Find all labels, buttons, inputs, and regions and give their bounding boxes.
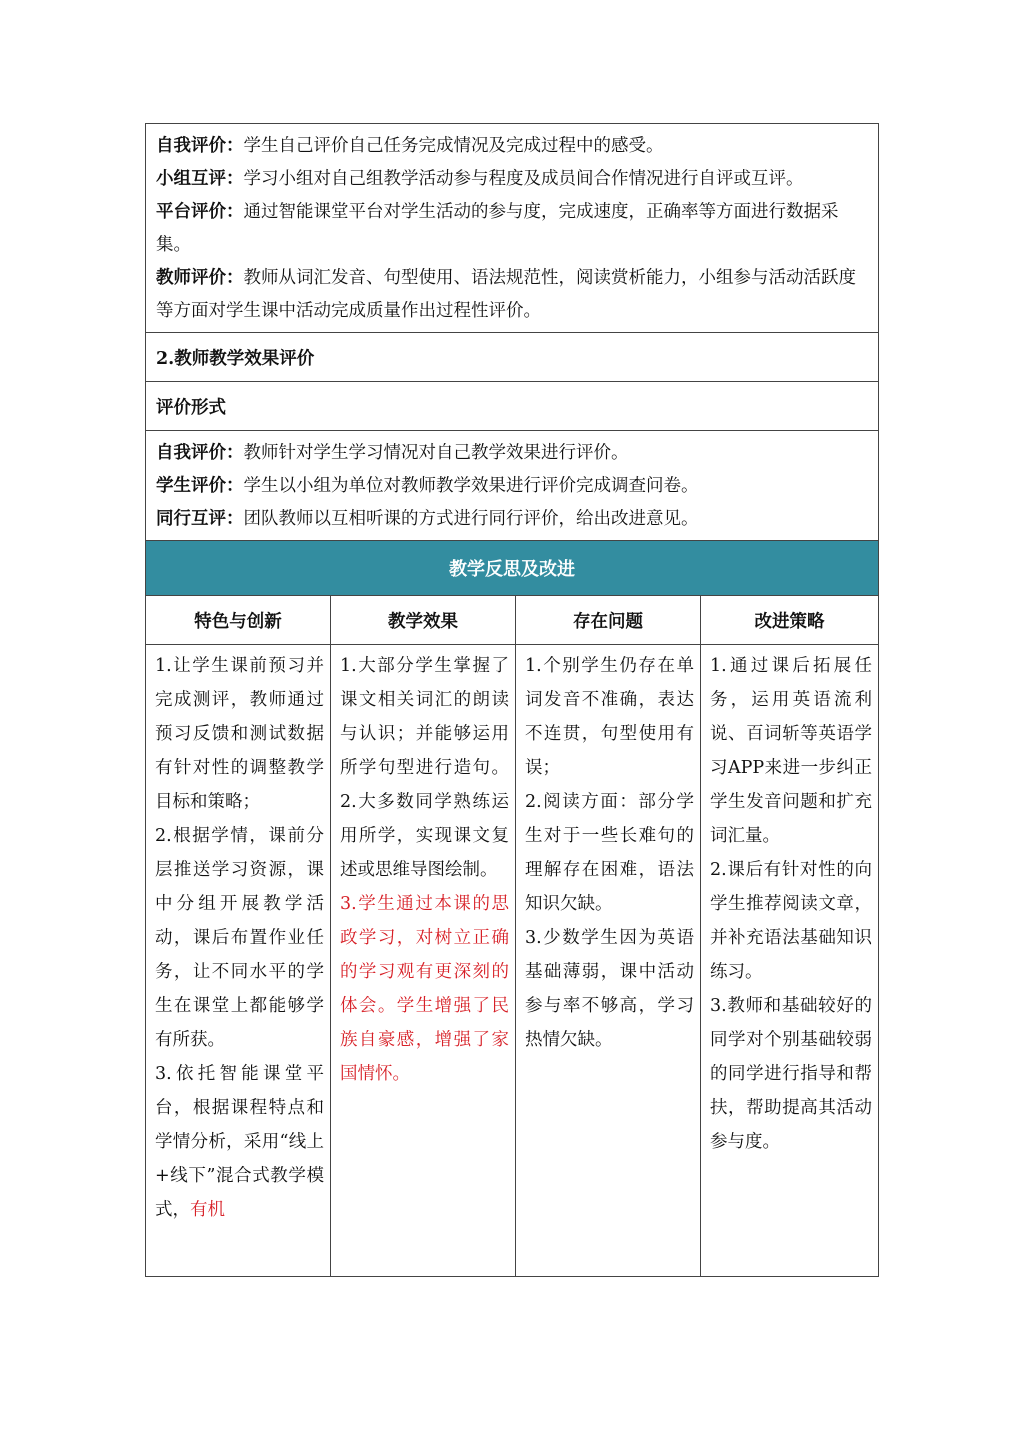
reflection-banner: 教学反思及改进 (146, 541, 879, 596)
features-item-2: 2.根据学情，课前分层推送学习资源，课中分组开展教学活动，课后布置作业任务，让不同水平的学生在课堂上都能够学有所获。 (155, 826, 324, 1050)
eval-platform: 平台评价：通过智能课堂平台对学生活动的参与度，完成速度，正确率等方面进行数据采集。 (156, 202, 839, 255)
header-features: 特色与创新 (146, 596, 331, 645)
strategies-item-3: 3.教师和基础较好的同学对个别基础较弱的同学进行指导和帮扶，帮助提高其活动参与度。 (710, 996, 872, 1152)
section-title-row (146, 333, 879, 382)
problems-cell (516, 645, 701, 1277)
teacher-evaluation-row (146, 431, 879, 541)
header-problems: 存在问题 (516, 596, 701, 645)
effects-item-1: 1.大部分学生掌握了课文相关词汇的朗读与认识；并能够运用所学句型进行造句。2.大多数同学熟练运用所学，实现课文复述或思维导图绘制。 (340, 656, 509, 880)
strategies-cell (701, 645, 879, 1277)
reflection-content-row (146, 645, 879, 1277)
reflection-banner-row (146, 541, 879, 596)
evaluation-table (145, 123, 879, 1277)
teacher-eval-peer: 同行互评：团队教师以互相听课的方式进行同行评价，给出改进意见。 (156, 509, 699, 529)
problems-item-2: 2.阅读方面：部分学生对于一些长难句的理解存在困难，语法知识欠缺。 (525, 792, 694, 914)
features-item-3: 3.依托智能课堂平台，根据课程特点和学情分析，采用“线上+线下”混合式教学模式，有机 (155, 1064, 324, 1220)
student-evaluation-cell (146, 124, 879, 333)
form-label-row (146, 382, 879, 431)
features-item-1: 1.让学生课前预习并完成测评，教师通过预习反馈和测试数据有针对性的调整教学目标和策略； (155, 656, 324, 812)
student-evaluation-row (146, 124, 879, 333)
form-label: 评价形式 (146, 382, 879, 431)
section-title: 2.教师教学效果评价 (146, 333, 879, 382)
features-cell (146, 645, 331, 1277)
teacher-eval-student: 学生评价：学生以小组为单位对教师教学效果进行评价完成调查问卷。 (156, 476, 699, 496)
column-header-row (146, 596, 879, 645)
header-effects: 教学效果 (331, 596, 516, 645)
effects-item-3-highlight: 3.学生通过本课的思政学习，对树立正确的学习观有更深刻的体会。学生增强了民族自豪感，增强了家国情怀。 (340, 894, 509, 1084)
strategies-item-2: 2.课后有针对性的向学生推荐阅读文章，并补充语法基础知识练习。 (710, 860, 872, 982)
teacher-evaluation-cell (146, 431, 879, 541)
problems-item-3: 3.少数学生因为英语基础薄弱，课中活动参与率不够高，学习热情欠缺。 (525, 928, 694, 1050)
features-highlight: 有机 (190, 1200, 225, 1220)
header-strategies: 改进策略 (701, 596, 879, 645)
eval-group: 小组互评：学习小组对自己组教学活动参与程度及成员间合作情况进行自评或互评。 (156, 169, 804, 189)
eval-teacher: 教师评价：教师从词汇发音、句型使用、语法规范性，阅读赏析能力，小组参与活动活跃度等方面对学生课中活动完成质量作出过程性评价。 (156, 268, 856, 321)
eval-self: 自我评价：学生自己评价自己任务完成情况及完成过程中的感受。 (156, 136, 664, 156)
strategies-item-1: 1.通过课后拓展任务，运用英语流利说、百词斩等英语学习APP来进一步纠正学生发音问题和扩充词汇量。 (710, 656, 872, 846)
teacher-eval-self: 自我评价：教师针对学生学习情况对自己教学效果进行评价。 (156, 443, 629, 463)
effects-cell (331, 645, 516, 1277)
problems-item-1: 1.个别学生仍存在单词发音不准确，表达不连贯，句型使用有误； (525, 656, 694, 778)
